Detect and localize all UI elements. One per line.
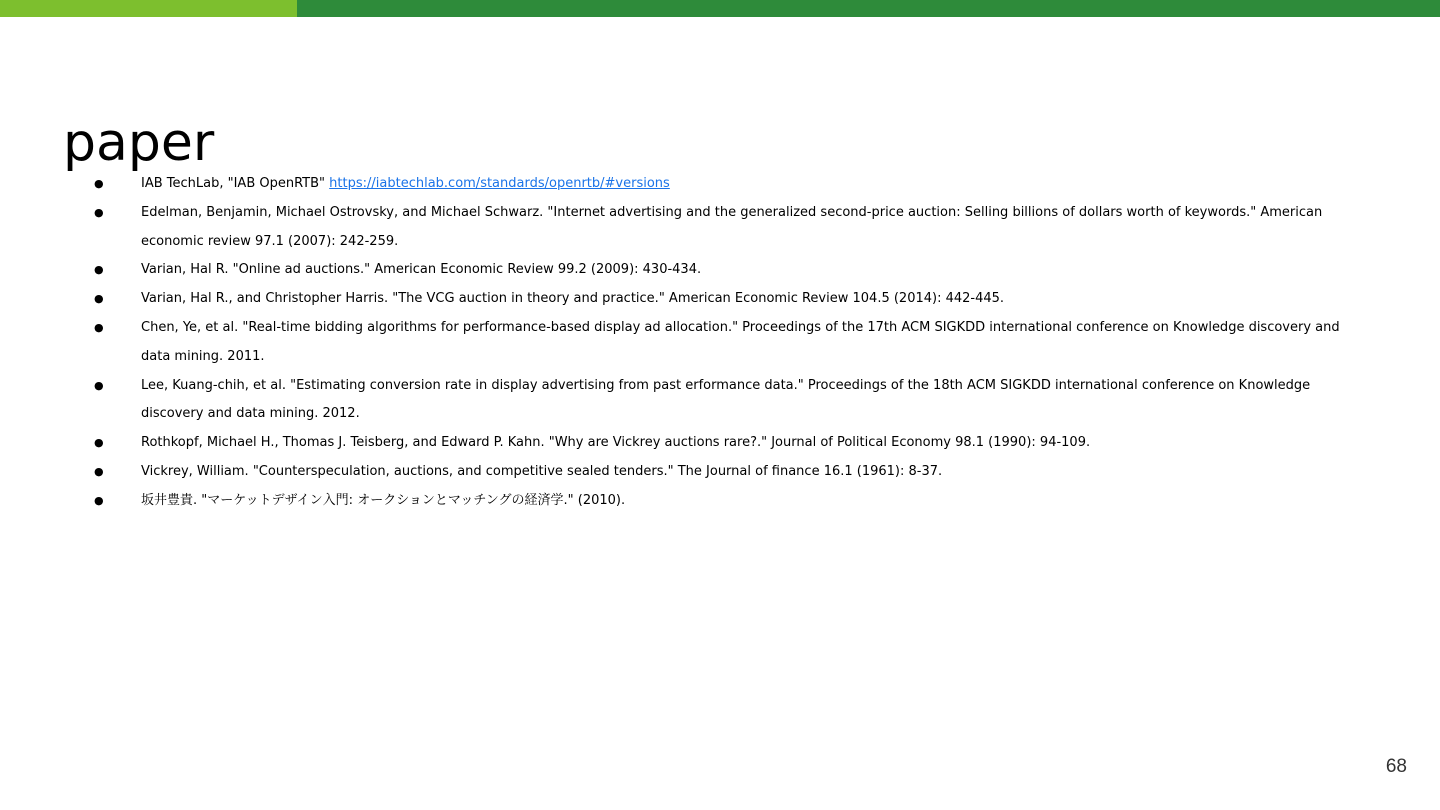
reference-item xyxy=(94,314,1354,372)
bullet-icon: ● xyxy=(94,493,104,507)
top-accent-bar xyxy=(0,0,1440,17)
reference-list xyxy=(94,170,1354,516)
reference-item xyxy=(94,429,1354,458)
bullet-icon: ● xyxy=(94,378,104,392)
bullet-icon: ● xyxy=(94,292,104,306)
slide-title: paper xyxy=(63,112,215,173)
reference-item xyxy=(94,372,1354,430)
reference-text: Varian, Hal R. "Online ad auctions." American Economic Review 99.2 (2009): 430-434. xyxy=(141,262,702,278)
reference-item xyxy=(94,199,1354,257)
bullet-icon: ● xyxy=(94,320,104,334)
reference-text: Rothkopf, Michael H., Thomas J. Teisberg, and Edward P. Kahn. "Why are Vickrey auctions rare?." Journal of Political Economy 98.1 (1990): 94-109. xyxy=(141,435,1091,451)
reference-text: Chen, Ye, et al. "Real-time bidding algorithms for performance-based display ad allocation." Proceedings of the 17th ACM SIGKDD international conference on Knowledge discovery and data mining. 2011. xyxy=(141,319,1340,364)
reference-link[interactable]: https://iabtechlab.com/standards/openrtb/#versions xyxy=(329,176,670,191)
bullet-icon: ● xyxy=(94,436,104,450)
bullet-icon: ● xyxy=(94,464,104,478)
top-accent-bar-light xyxy=(0,0,297,17)
reference-item xyxy=(94,487,1354,516)
reference-item xyxy=(94,256,1354,285)
reference-text: Edelman, Benjamin, Michael Ostrovsky, and Michael Schwarz. "Internet advertising and the generalized second-price auction: Selling billions of dollars worth of keywords." American economic review 97.1 (2007): 242-259. xyxy=(141,204,1323,249)
reference-item xyxy=(94,458,1354,487)
reference-item xyxy=(94,170,1354,199)
reference-text: Varian, Hal R., and Christopher Harris. "The VCG auction in theory and practice." American Economic Review 104.5 (2014): 442-445. xyxy=(141,291,1005,307)
page-number: 68 xyxy=(1385,756,1407,777)
reference-item xyxy=(94,285,1354,314)
reference-text: 坂井豊貴. "マーケットデザイン入門: オークションとマッチングの経済学." (2010). xyxy=(141,492,626,508)
bullet-icon: ● xyxy=(94,263,104,277)
bullet-icon: ● xyxy=(94,205,104,219)
reference-text: IAB TechLab, "IAB OpenRTB" xyxy=(141,176,330,191)
bullet-icon: ● xyxy=(94,177,104,190)
top-accent-bar-dark xyxy=(297,0,1440,17)
reference-text: Lee, Kuang-chih, et al. "Estimating conversion rate in display advertising from past erformance data." Proceedings of the 18th ACM SIGKDD international conference on Knowledge discovery and data mining. 2012. xyxy=(141,377,1311,422)
reference-text: Vickrey, William. "Counterspeculation, auctions, and competitive sealed tenders." The Journal of finance 16.1 (1961): 8-37. xyxy=(141,463,943,479)
